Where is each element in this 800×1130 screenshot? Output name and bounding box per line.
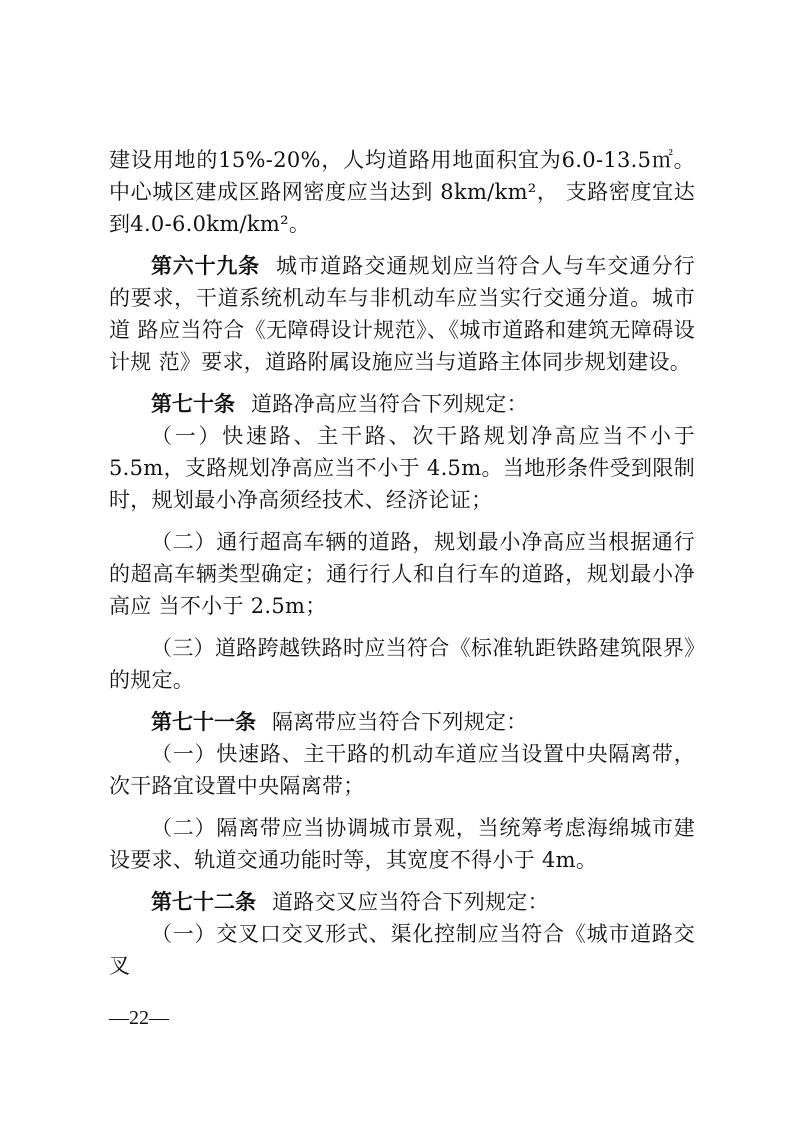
list-item-text: （三）道路跨越铁路时应当符合《标准轨距铁路建筑限界》的规定。	[109, 636, 695, 692]
article-70-text: 道路净高应当符合下列规定：	[251, 392, 528, 416]
article-72-label: 第七十二条	[151, 890, 256, 914]
article-71	[109, 706, 695, 738]
list-item-text: （二）隔离带应当协调城市景观，当统筹考虑海绵城市建设要求、轨道交通功能时等，其宽度不得小于 4m。	[109, 816, 695, 872]
paragraph-road-land-ratio	[109, 144, 695, 240]
article-70-item-2	[109, 526, 695, 622]
article-72-item-1	[109, 918, 695, 982]
article-69-label: 第六十九条	[151, 254, 260, 278]
article-71-label: 第七十一条	[151, 710, 256, 734]
article-71-item-2	[109, 812, 695, 876]
article-72	[109, 886, 695, 918]
list-item-text: （一）快速路、主干路、次干路规划净高应当不小于 5.5m，支路规划净高应当不小于 4.5m。当地形条件受到限制时，规划最小净高须经技术、经济论证；	[109, 424, 695, 512]
article-70	[109, 388, 695, 420]
list-item-text: （二）通行超高车辆的道路，规划最小净高应当根据通行的超高车辆类型确定；通行行人和自行车的道路，规划最小净高应 当不小于 2.5m；	[109, 530, 695, 618]
article-70-item-3	[109, 632, 695, 696]
list-item-text: （一）交叉口交叉形式、渠化控制应当符合《城市道路交叉	[109, 922, 695, 978]
page-number: —22—	[109, 1007, 169, 1029]
article-72-text: 道路交叉应当符合下列规定：	[272, 890, 549, 914]
article-69	[109, 250, 695, 378]
article-71-item-1	[109, 738, 695, 802]
article-70-item-1	[109, 420, 695, 516]
article-71-text: 隔离带应当符合下列规定：	[272, 710, 528, 734]
list-item-text: （一）快速路、主干路的机动车道应当设置中央隔离带，次干路宜设置中央隔离带；	[109, 742, 695, 798]
paragraph-text: 建设用地的15%-20%，人均道路用地面积宜为6.0-13.5㎡。中心城区建成区路网密度应当达到 8km/km²， 支路密度宜达到4.0-6.0km/km²。	[109, 148, 695, 236]
document-body	[109, 144, 695, 982]
article-69-text: 城市道路交通规划应当符合人与车交通分行的要求，干道系统机动车与非机动车应当实行交通分道。城市道 路应当符合《无障碍设计规范》、《城市道路和建筑无障碍设计规 范》要求，道路附属设施应当与道路主体同步规划建设。	[109, 254, 696, 374]
article-70-label: 第七十条	[151, 392, 235, 416]
